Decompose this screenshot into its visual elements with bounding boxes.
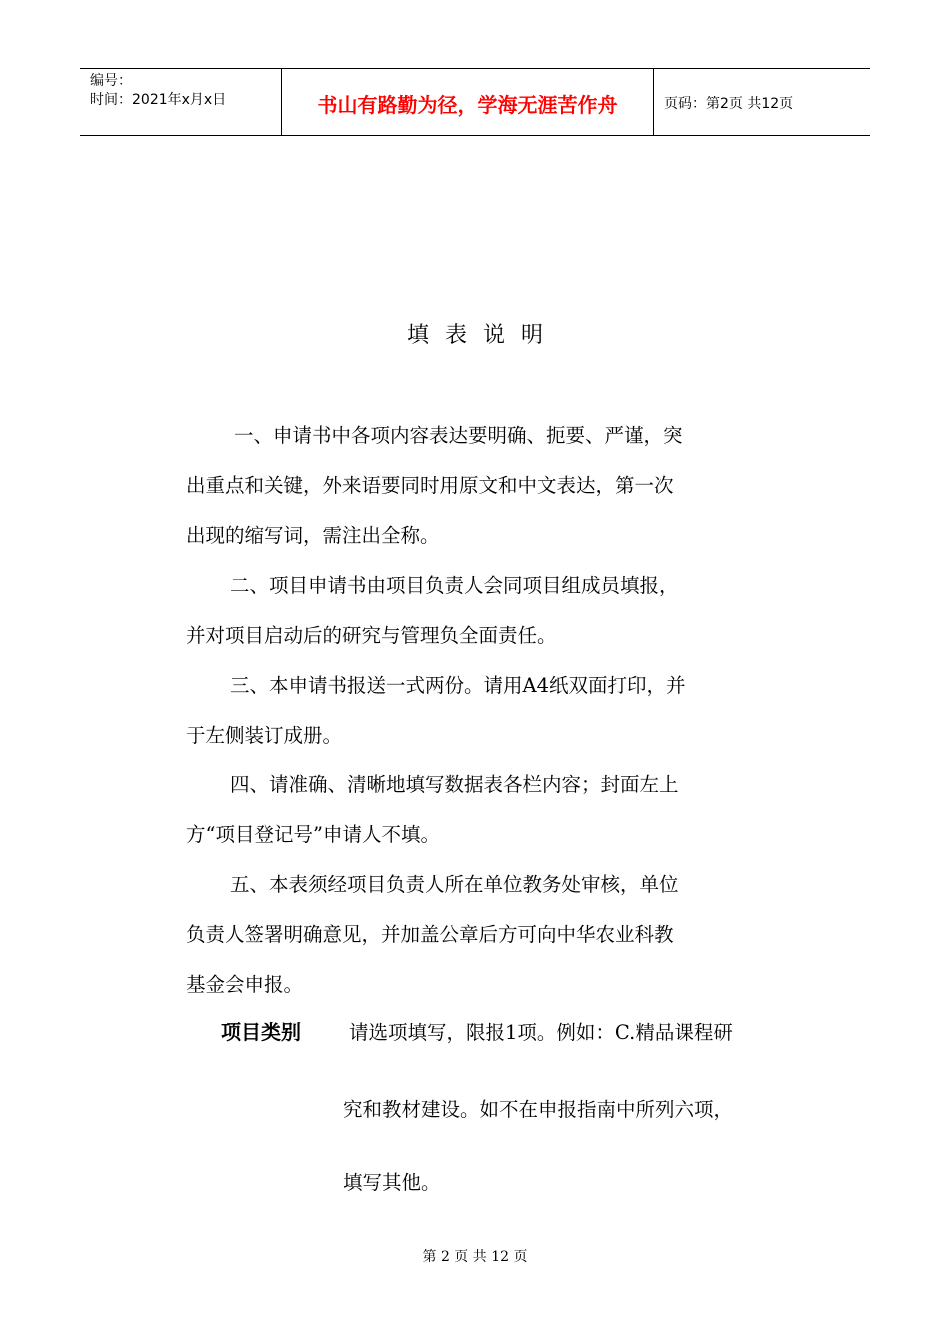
project-category-label: 项目类别	[221, 1020, 301, 1044]
paragraph-line: 出重点和关键，外来语要同时用原文和中文表达，第一次	[186, 474, 674, 497]
paragraph-line: 五、本表须经项目负责人所在单位教务处审核，单位	[230, 873, 679, 896]
paragraph-line: 于左侧装订成册。	[186, 724, 343, 747]
instruction-paragraph-5	[186, 869, 786, 999]
page-header	[80, 68, 870, 136]
paragraph-line: 一、申请书中各项内容表达要明确、扼要、严谨，突	[234, 424, 683, 447]
paragraph-line: 基金会申报。	[186, 973, 304, 996]
time-label: 时间：2021年x月x日	[90, 92, 227, 108]
number-label: 编号：	[90, 73, 132, 89]
instruction-paragraph-2	[186, 570, 786, 650]
paragraph-line: 究和教材建设。如不在申报指南中所列六项，	[343, 1098, 734, 1121]
paragraph-line: 出现的缩写词，需注出全称。	[186, 524, 440, 547]
project-category-description	[343, 1017, 813, 1197]
paragraph-line: 填写其他。	[343, 1171, 441, 1194]
header-page-info: 页码：第2页 共12页	[664, 96, 794, 112]
paragraph-line: 方“项目登记号”申请人不填。	[186, 823, 440, 846]
page-title: 填表说明	[406, 323, 559, 348]
paragraph-line: 请选项填写，限报1项。例如：C.精品课程研	[349, 1021, 733, 1044]
page-footer: 第 2 页 共 12 页	[422, 1249, 528, 1265]
paragraph-line: 二、项目申请书由项目负责人会同项目组成员填报，	[230, 574, 679, 597]
header-meta	[80, 69, 281, 135]
paragraph-line: 负责人签署明确意见，并加盖公章后方可向中华农业科教	[186, 923, 674, 946]
paragraph-line: 三、本申请书报送一式两份。请用A4纸双面打印，并	[230, 674, 686, 697]
header-motto: 书山有路勤为径，学海无涯苦作舟	[281, 69, 654, 135]
paragraph-line: 四、请准确、清晰地填写数据表各栏内容；封面左上	[230, 773, 679, 796]
paragraph-line: 并对项目启动后的研究与管理负全面责任。	[186, 624, 557, 647]
instruction-paragraph-3	[186, 670, 786, 750]
instruction-paragraph-4	[186, 769, 786, 849]
instruction-paragraph-1	[186, 420, 786, 550]
